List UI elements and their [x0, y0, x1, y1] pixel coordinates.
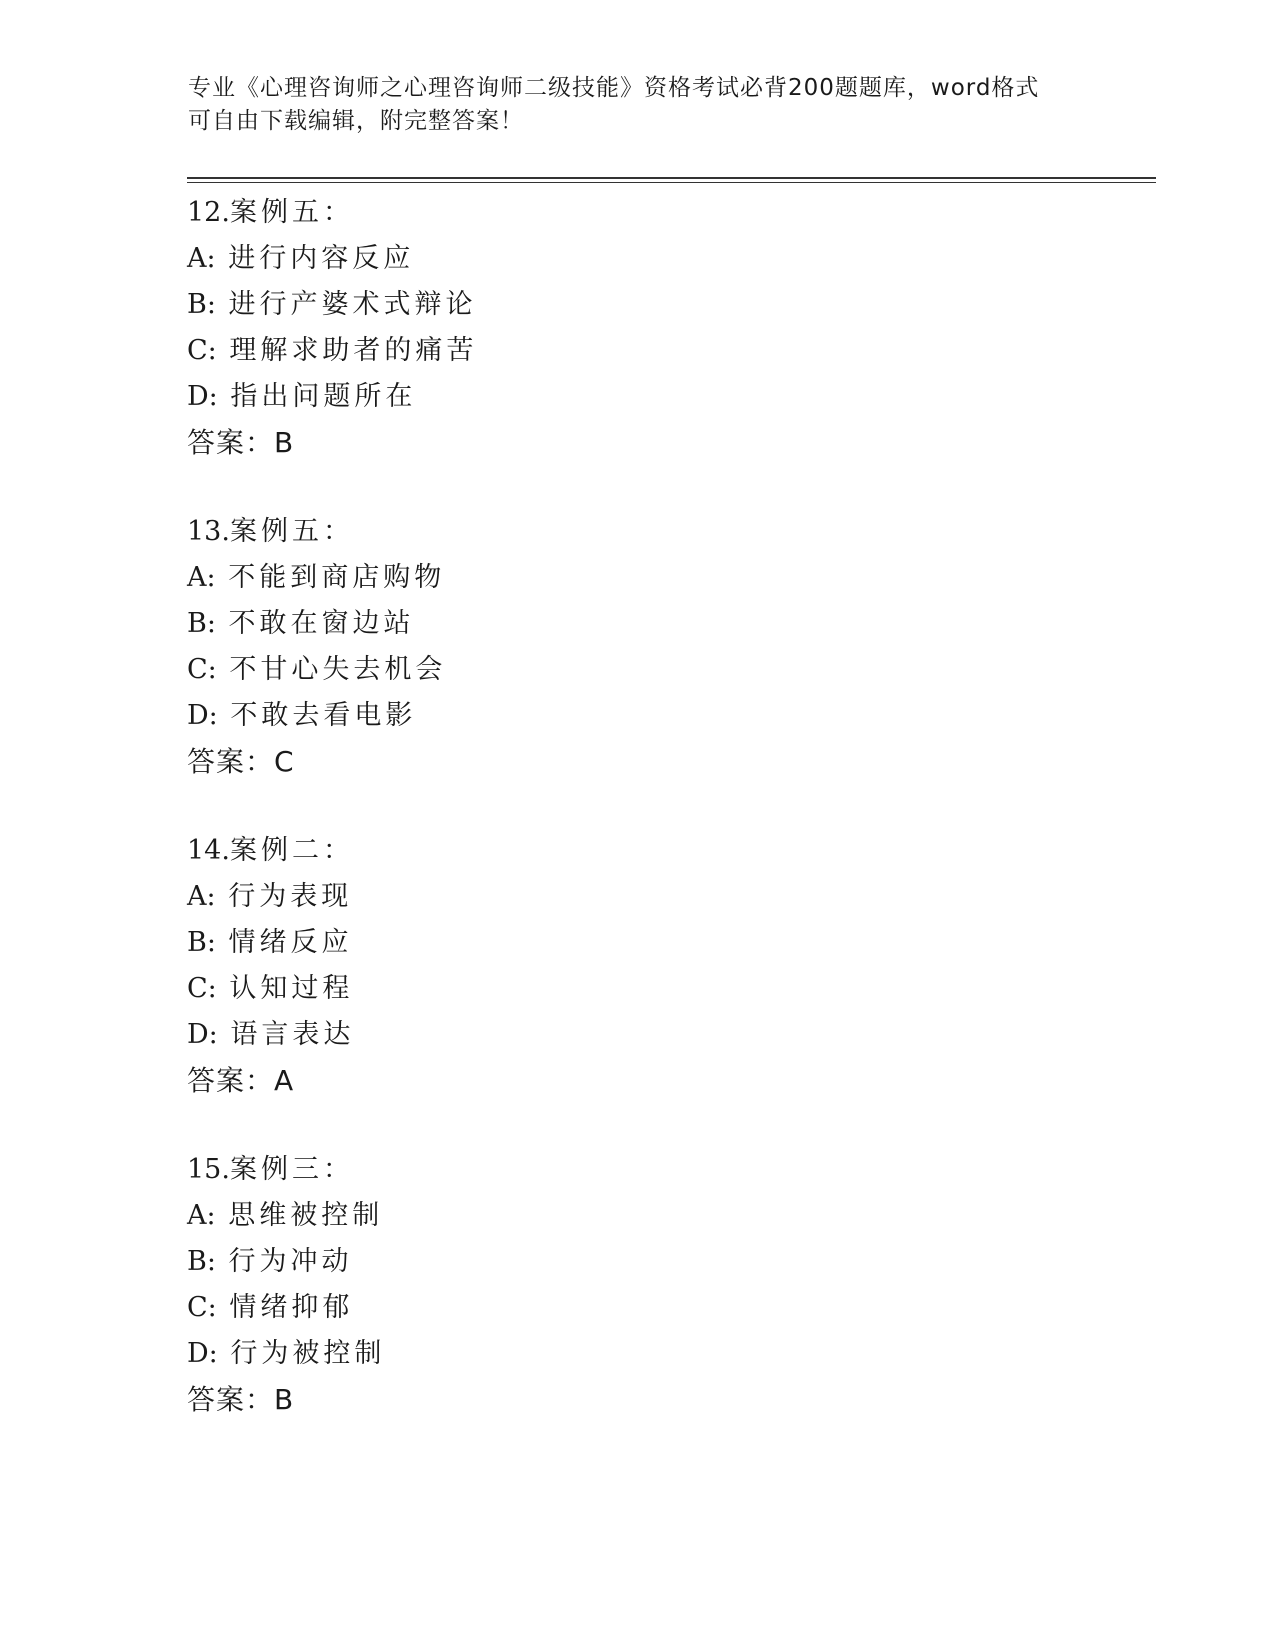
question-number: 13. — [187, 516, 230, 547]
option-text: 情绪抑郁 — [229, 1292, 354, 1323]
option-key: C: — [187, 335, 217, 366]
question-number: 12. — [187, 197, 230, 228]
answer-line: 答案：B — [187, 426, 295, 459]
option-text: 情绪反应 — [228, 927, 353, 958]
option-c — [187, 1285, 1147, 1331]
option-a — [187, 555, 1147, 601]
option-key: C: — [187, 973, 217, 1004]
option-text: 行为表现 — [228, 881, 353, 912]
option-d — [187, 1331, 1147, 1377]
option-d — [187, 374, 1147, 420]
question-number: 15. — [187, 1154, 230, 1185]
option-key: A: — [187, 562, 216, 593]
question-text: 案例五： — [229, 516, 354, 547]
header-divider-thick — [187, 177, 1156, 179]
answer-line: 答案：A — [187, 1064, 295, 1097]
question-title — [187, 190, 1147, 236]
answer-line: 答案：B — [187, 1383, 295, 1416]
answer-line: 答案：C — [187, 745, 295, 778]
option-key: D: — [187, 381, 218, 412]
option-key: C: — [187, 654, 217, 685]
option-d — [187, 1012, 1147, 1058]
option-c — [187, 328, 1147, 374]
option-key: D: — [187, 1338, 218, 1369]
option-a — [187, 874, 1147, 920]
question-14 — [187, 828, 1147, 1104]
option-key: B: — [187, 289, 216, 320]
option-text: 语言表达 — [230, 1019, 355, 1050]
header-line-1: 专业《心理咨询师之心理咨询师二级技能》资格考试必背200题题库，word格式 — [188, 75, 1040, 101]
option-key: B: — [187, 1246, 216, 1277]
option-text: 进行内容反应 — [228, 243, 415, 274]
option-text: 不能到商店购物 — [228, 562, 446, 593]
option-key: B: — [187, 927, 216, 958]
option-key: B: — [187, 608, 216, 639]
question-text: 案例三： — [229, 1154, 354, 1185]
option-b — [187, 282, 1147, 328]
option-key: A: — [187, 1200, 216, 1231]
option-text: 不甘心失去机会 — [229, 654, 447, 685]
option-text: 进行产婆术式辩论 — [228, 289, 477, 320]
option-c — [187, 647, 1147, 693]
option-text: 理解求助者的痛苦 — [229, 335, 478, 366]
option-key: A: — [187, 243, 216, 274]
option-text: 行为被控制 — [230, 1338, 386, 1369]
header-divider-thin — [187, 182, 1156, 183]
question-15 — [187, 1147, 1147, 1423]
question-text: 案例五： — [229, 197, 354, 228]
question-list — [187, 190, 1147, 1466]
option-text: 不敢去看电影 — [230, 700, 417, 731]
document-header — [188, 72, 1088, 138]
header-line-2: 可自由下载编辑，附完整答案！ — [188, 108, 524, 134]
option-c — [187, 966, 1147, 1012]
option-a — [187, 236, 1147, 282]
option-key: D: — [187, 700, 218, 731]
option-text: 认知过程 — [229, 973, 354, 1004]
option-text: 思维被控制 — [228, 1200, 384, 1231]
option-b — [187, 1239, 1147, 1285]
option-key: C: — [187, 1292, 217, 1323]
option-d — [187, 693, 1147, 739]
question-title — [187, 509, 1147, 555]
question-13 — [187, 509, 1147, 785]
option-text: 不敢在窗边站 — [228, 608, 415, 639]
option-a — [187, 1193, 1147, 1239]
question-number: 14. — [187, 835, 230, 866]
question-12 — [187, 190, 1147, 466]
question-text: 案例二： — [229, 835, 354, 866]
option-text: 行为冲动 — [228, 1246, 353, 1277]
option-key: A: — [187, 881, 216, 912]
option-b — [187, 601, 1147, 647]
question-title — [187, 828, 1147, 874]
option-b — [187, 920, 1147, 966]
question-title — [187, 1147, 1147, 1193]
option-text: 指出问题所在 — [230, 381, 417, 412]
option-key: D: — [187, 1019, 218, 1050]
